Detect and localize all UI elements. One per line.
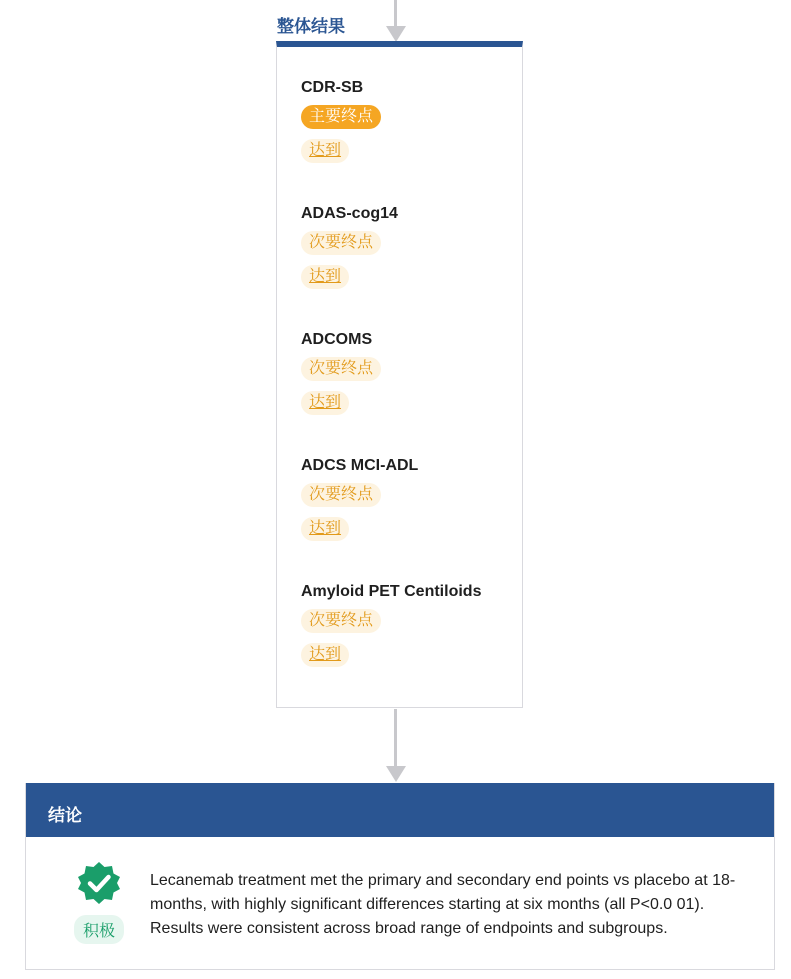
endpoint-status-link[interactable]: 达到 [301,517,349,541]
endpoint-type-badge: 次要终点 [301,483,381,507]
conclusion-header: 结论 [26,783,774,837]
overall-results-card [276,41,523,708]
endpoint-item [301,583,481,667]
endpoint-item [301,331,381,415]
connector-line-top [394,0,397,28]
endpoint-type-badge: 次要终点 [301,231,381,255]
connector-line-bottom [394,709,397,767]
endpoint-item [301,79,381,163]
endpoint-status-link[interactable]: 达到 [301,139,349,163]
endpoint-type-badge: 次要终点 [301,609,381,633]
endpoint-status-link[interactable]: 达到 [301,391,349,415]
endpoint-name: ADCOMS [301,331,373,348]
endpoint-name: Amyloid PET Centiloids [301,583,482,600]
endpoint-status-link[interactable]: 达到 [301,265,349,289]
endpoint-name: CDR-SB [301,79,364,96]
connector-arrow-bottom-icon [386,766,406,782]
endpoint-type-badge: 主要终点 [301,105,381,129]
endpoint-status-link[interactable]: 达到 [301,643,349,667]
conclusion-panel [25,783,775,970]
section-title: 整体结果 [277,17,345,36]
endpoint-name: ADAS-cog14 [301,205,398,222]
endpoint-item [301,205,398,289]
endpoint-name: ADCS MCI-ADL [301,457,419,474]
check-badge-icon [77,861,121,905]
endpoint-item [301,457,418,541]
verdict-label: 积极 [74,915,124,944]
endpoint-type-badge: 次要终点 [301,357,381,381]
conclusion-text: Lecanemab treatment met the primary and secondary end points vs placebo at 18- months, with highly significant differences starting at six months (all P<0.0 01). Results were consistent across broad range of endpoints and subgroups. [150,872,736,937]
connector-arrow-top-icon [386,26,406,42]
verdict [69,861,129,944]
